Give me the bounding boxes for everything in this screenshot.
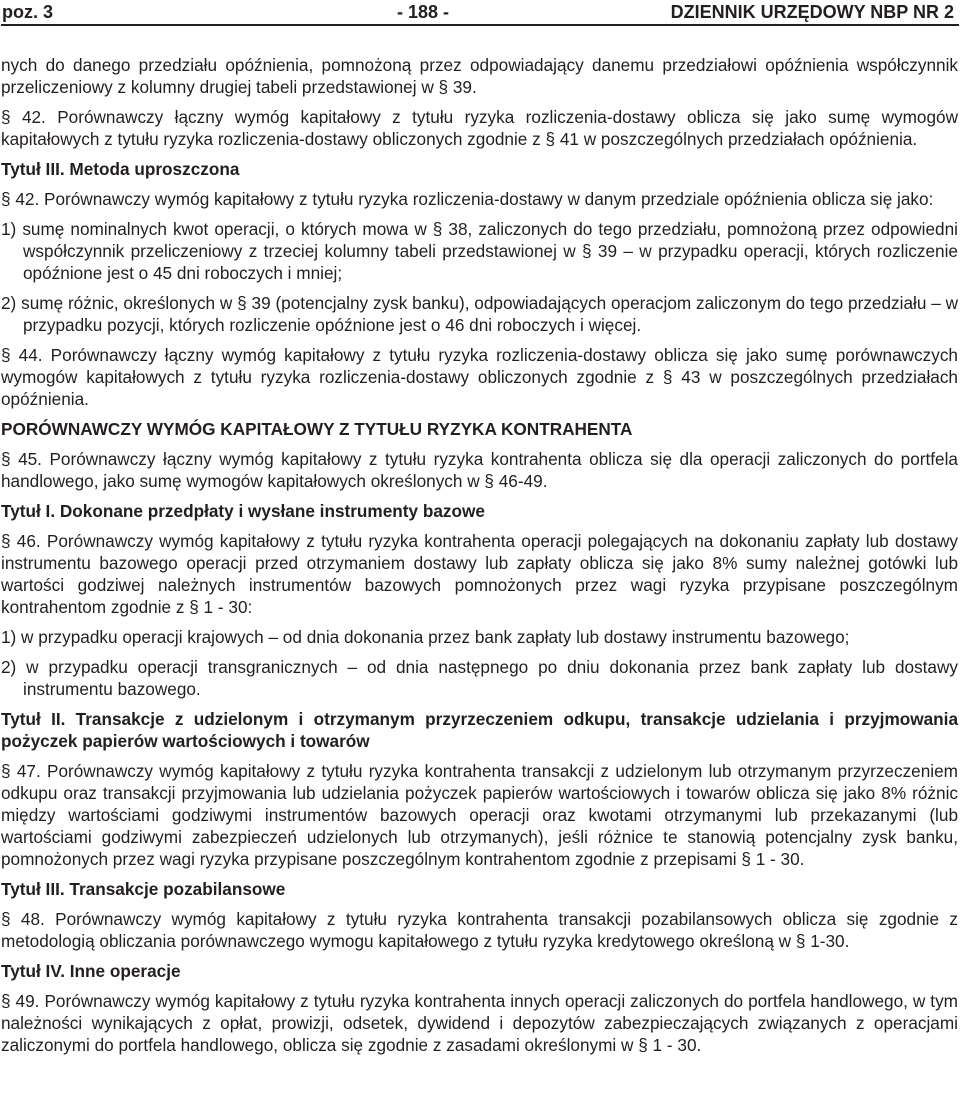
journal-title: DZIENNIK URZĘDOWY NBP NR 2 — [670, 2, 954, 22]
list-item-cross-border: 2) w przypadku operacji transgranicznych – od dnia następnego po dniu dokonania przez bank zapłaty lub dostawy instrumentu bazowego. — [1, 657, 958, 699]
paragraph-46: § 46. Porównawczy wymóg kapitałowy z tytułu ryzyka kontrahenta operacji polegających na dokonaniu zapłaty lub dostawy instrumentu bazowego operacji przed otrzymaniem dostawy lub zapłaty oblicza się jako 8% sumy należnej gotówki lub wartości godziwej należnych instrumentów bazowych pomnożonych przez wagi ryzyka przypisane poszczególnym kontrahentom zgodnie z § 1 - 30: — [1, 531, 958, 617]
paragraph-49: § 49. Porównawczy wymóg kapitałowy z tytułu ryzyka kontrahenta innych operacji zaliczonych do portfela handlowego, w tym należności wynikających z opłat, prowizji, odsetek, dywidend i depozytów zabezpieczających związanych z operacjami zaliczonymi do portfela handlowego, oblicza się zgodnie z zasadami określonymi w § 1 - 30. — [1, 991, 958, 1055]
section-heading-counterparty-risk: PORÓWNAWCZY WYMÓG KAPITAŁOWY Z TYTUŁU RYZYKA KONTRAHENTA — [1, 419, 633, 439]
list-item-1: 1) sumę nominalnych kwot operacji, o których mowa w § 38, zaliczonych do tego przedziału, pomnożoną przez odpowiedni współczynnik przeliczeniowy z trzeciej kolumny tabeli przedstawionej w § 39 – w przypadku operacji, których rozliczenie opóźnione jest o 45 dni roboczych i mniej; — [1, 219, 958, 283]
page-header — [1, 0, 958, 25]
paragraph-45: § 45. Porównawczy łączny wymóg kapitałowy z tytułu ryzyka kontrahenta oblicza się dla operacji zaliczonych do portfela handlowego, jako sumę wymogów kapitałowych określonych w § 46-49. — [1, 449, 958, 491]
heading-title-iii-simplified: Tytuł III. Metoda uproszczona — [1, 159, 240, 179]
page-position-label: poz. 3 — [2, 2, 54, 22]
paragraph-48: § 48. Porównawczy wymóg kapitałowy z tytułu ryzyka kontrahenta transakcji pozabilansowych oblicza się zgodnie z metodologią obliczania porównawczego wymogu kapitałowego z tytułu ryzyka kredytowego określoną w § 1-30. — [1, 909, 958, 951]
page-number: - 188 - — [397, 2, 450, 22]
list-item-2: 2) sumę różnic, określonych w § 39 (potencjalny zysk banku), odpowiadających operacjom zaliczonym do tego przedziału – w przypadku pozycji, których rozliczenie opóźnione jest o 46 dni roboczych i więcej. — [1, 293, 958, 335]
heading-title-i-prepayments: Tytuł I. Dokonane przedpłaty i wysłane instrumenty bazowe — [1, 501, 485, 521]
heading-title-iii-off-balance: Tytuł III. Transakcje pozabilansowe — [1, 879, 286, 899]
paragraph-44: § 44. Porównawczy łączny wymóg kapitałowy z tytułu ryzyka rozliczenia-dostawy oblicza się jako sumę porównawczych wymogów kapitałowych z tytułu ryzyka rozliczenia-dostawy obliczonych zgodnie z § 43 w poszczególnych przedziałach opóźnienia. — [1, 345, 958, 409]
paragraph-47: § 47. Porównawczy wymóg kapitałowy z tytułu ryzyka kontrahenta transakcji z udzielonym lub otrzymanym przyrzeczeniem odkupu oraz transakcji przyjmowania lub udzielania pożyczek papierów wartościowych i towarów oblicza się jako 8% różnic między wartościami godziwymi instrumentów bazowych operacji oraz kwotami otrzymanymi lub przekazanymi (lub wartościami godziwymi zabezpieczeń udzielonych lub otrzymanych), jeśli różnice te stanowią potencjalny zysk banku, pomnożonych przez wagi ryzyka przypisane poszczególnym kontrahentom zgodnie z przepisami § 1 - 30. — [1, 761, 958, 869]
paragraph-continuation: nych do danego przedziału opóźnienia, pomnożoną przez odpowiadający danemu przedziałowi opóźnienia współczynnik przeliczeniowy z kolumny drugiej tabeli przedstawionej w § 39. — [1, 55, 958, 97]
paragraph-42a: § 42. Porównawczy łączny wymóg kapitałowy z tytułu ryzyka rozliczenia-dostawy oblicza się jako sumę wymogów kapitałowych z tytułu ryzyka rozliczenia-dostawy obliczonych zgodnie z § 41 w poszczególnych przedziałach opóźnienia. — [1, 107, 958, 149]
heading-title-iv-other: Tytuł IV. Inne operacje — [1, 961, 181, 981]
paragraph-42b: § 42. Porównawczy wymóg kapitałowy z tytułu ryzyka rozliczenia-dostawy w danym przedziale opóźnienia oblicza się jako: — [1, 189, 934, 209]
heading-title-ii-repo: Tytuł II. Transakcje z udzielonym i otrzymanym przyrzeczeniem odkupu, transakcje udzielania i przyjmowania pożyczek papierów wartościowych i towarów — [1, 709, 958, 751]
header-rule — [1, 24, 959, 26]
list-item-domestic: 1) w przypadku operacji krajowych – od dnia dokonania przez bank zapłaty lub dostawy instrumentu bazowego; — [1, 627, 850, 647]
document-body — [1, 25, 958, 1056]
